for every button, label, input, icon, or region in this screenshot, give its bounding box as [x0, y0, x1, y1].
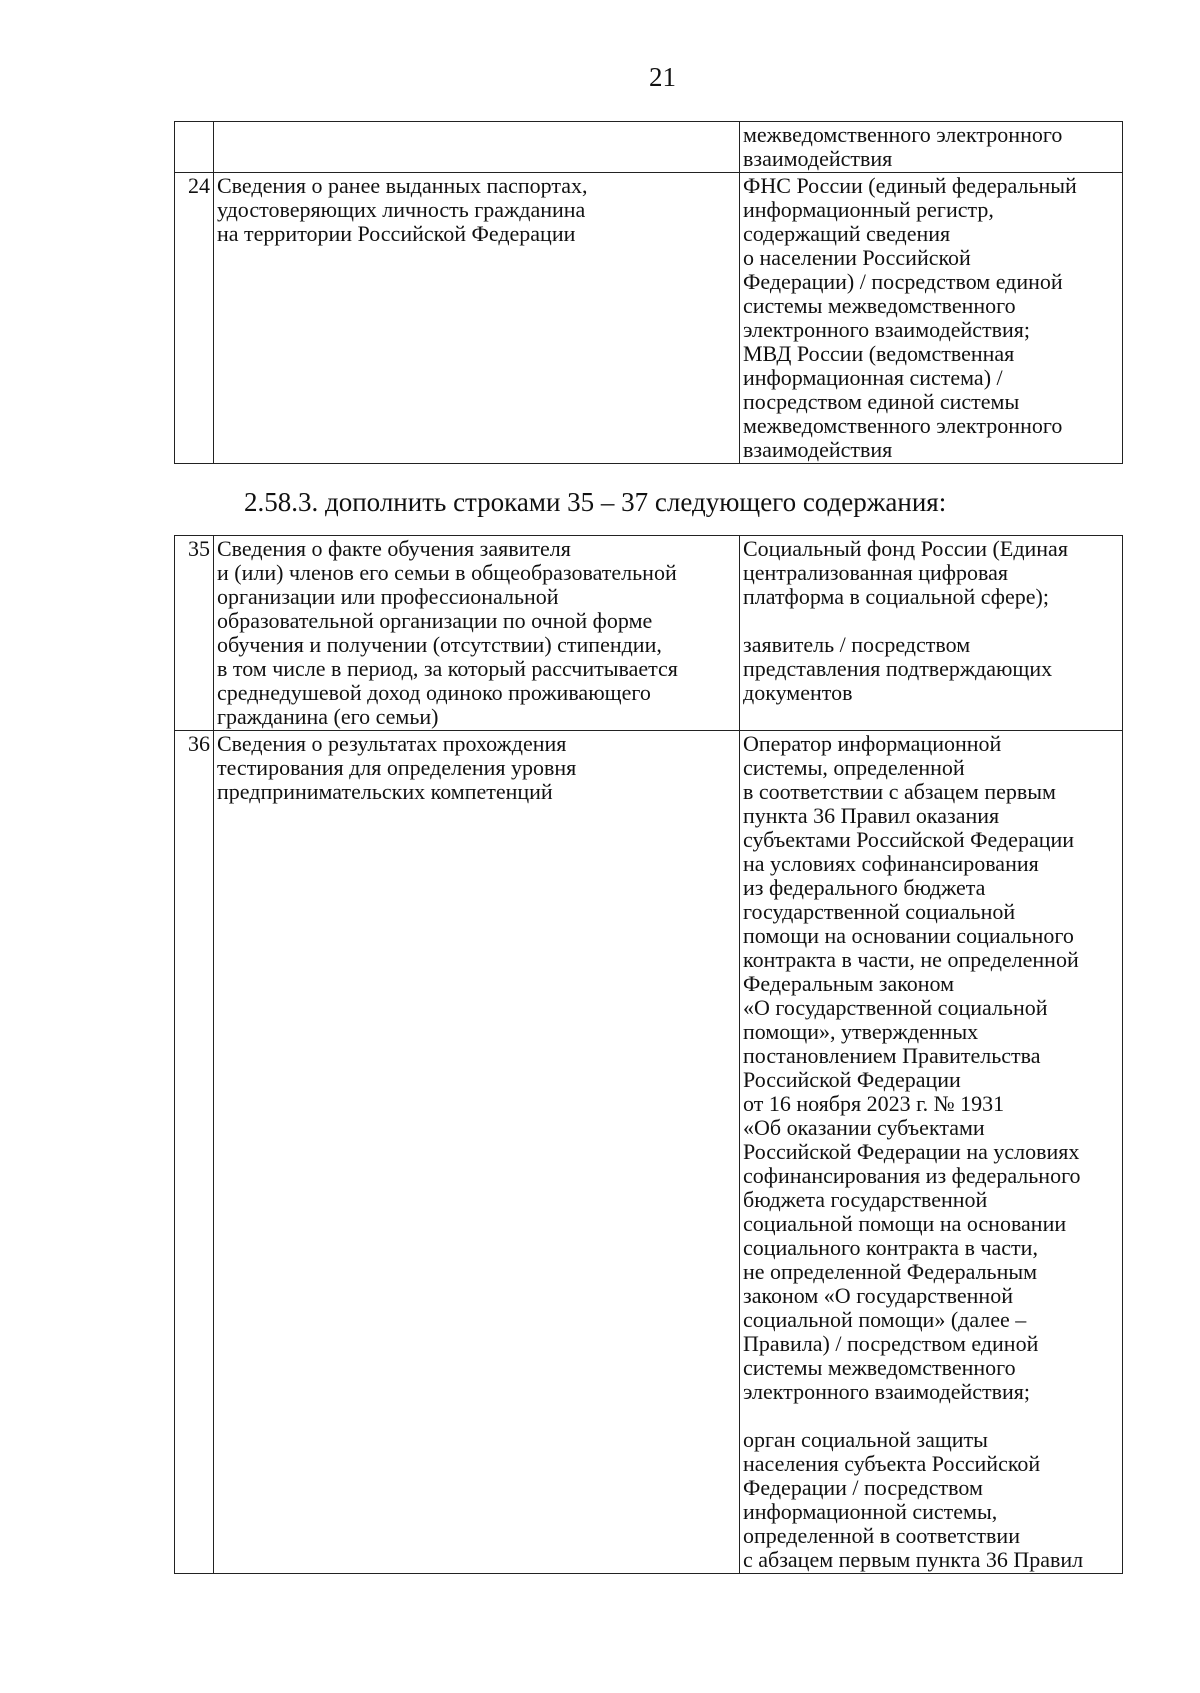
source-line: системы, определенной [743, 755, 965, 780]
source-line: пункта 36 Правил оказания [743, 803, 1000, 828]
table-row [175, 536, 1123, 731]
description-line: Сведения о факте обучения заявителя [217, 536, 571, 561]
description-line: Сведения о ранее выданных паспортах, [217, 173, 588, 198]
source-line: платформа в социальной сфере); [743, 584, 1049, 609]
row-number: 24 [175, 173, 214, 464]
source-line: представления подтверждающих [743, 656, 1053, 681]
description-line: предпринимательских компетенций [217, 779, 553, 804]
source-line: системы межведомственного [743, 1355, 1016, 1380]
source-line: межведомственного электронного [743, 413, 1063, 438]
source-line: орган социальной защиты [743, 1427, 988, 1452]
source-line: Федерации) / посредством единой [743, 269, 1063, 294]
source-line: «Об оказании субъектами [743, 1115, 985, 1140]
source-line: системы межведомственного [743, 293, 1016, 318]
source-line: «О государственной социальной [743, 995, 1048, 1020]
row-description [214, 536, 740, 731]
row-number: 36 [175, 731, 214, 1574]
source-line: помощи», утвержденных [743, 1019, 979, 1044]
row-source [740, 173, 1123, 464]
source-line: с абзацем первым пункта 36 Правил [743, 1547, 1084, 1572]
source-line: законом «О государственной [743, 1283, 1013, 1308]
source-line: ФНС России (единый федеральный [743, 173, 1077, 198]
source-line: помощи на основании социального [743, 923, 1074, 948]
source-line: из федерального бюджета [743, 875, 986, 900]
source-line: централизованная цифровая [743, 560, 1009, 585]
description-line: в том числе в период, за который рассчитывается [217, 656, 678, 681]
table-row [175, 731, 1123, 1574]
source-line: электронного взаимодействия; [743, 317, 1030, 342]
source-line [743, 609, 1119, 633]
source-line: посредством единой системы [743, 389, 1020, 414]
source-line: информационный регистр, [743, 197, 994, 222]
source-line: межведомственного электронного [743, 122, 1063, 147]
source-line: взаимодействия [743, 437, 893, 462]
table-body [175, 122, 1123, 464]
description-line: организации или профессиональной [217, 584, 559, 609]
source-line: в соответствии с абзацем первым [743, 779, 1056, 804]
source-line: бюджета государственной [743, 1187, 988, 1212]
source-line: документов [743, 680, 853, 705]
source-line: Социальный фонд России (Единая [743, 536, 1068, 561]
row-number [175, 122, 214, 173]
source-line: населения субъекта Российской [743, 1451, 1041, 1476]
row-description [214, 122, 740, 173]
source-line: субъектами Российской Федерации [743, 827, 1075, 852]
table-row [175, 122, 1123, 173]
row-description [214, 173, 740, 464]
source-line: на условиях софинансирования [743, 851, 1039, 876]
source-line: информационной системы, [743, 1499, 998, 1524]
requirements-table-continuation [174, 121, 1123, 464]
row-source [740, 536, 1123, 731]
source-line: информационная система) / [743, 365, 1003, 390]
source-line: Российской Федерации на условиях [743, 1139, 1080, 1164]
source-line: от 16 ноября 2023 г. № 1931 [743, 1091, 1005, 1116]
source-line: взаимодействия [743, 146, 893, 171]
row-source [740, 122, 1123, 173]
source-line: не определенной Федеральным [743, 1259, 1038, 1284]
table-row [175, 173, 1123, 464]
row-description [214, 731, 740, 1574]
description-line: среднедушевой доход одиноко проживающего [217, 680, 651, 705]
source-line: электронного взаимодействия; [743, 1379, 1030, 1404]
source-line: социальной помощи на основании [743, 1211, 1067, 1236]
requirements-table-new-rows [174, 535, 1123, 1574]
description-line: и (или) членов его семьи в общеобразовательной [217, 560, 677, 585]
amendment-instruction: 2.58.3. дополнить строками 35 – 37 следующего содержания: [244, 487, 947, 517]
source-line: содержащий сведения [743, 221, 951, 246]
source-line: о населении Российской [743, 245, 971, 270]
source-line: МВД России (ведомственная [743, 341, 1015, 366]
source-line: Российской Федерации [743, 1067, 961, 1092]
source-line: социальной помощи» (далее – [743, 1307, 1027, 1332]
source-line: социального контракта в части, [743, 1235, 1038, 1260]
description-line: гражданина (его семьи) [217, 704, 439, 729]
source-line: государственной социальной [743, 899, 1016, 924]
description-line: Сведения о результатах прохождения [217, 731, 567, 756]
page-number: 21 [649, 62, 676, 92]
table-body [175, 536, 1123, 1574]
description-line: на территории Российской Федерации [217, 221, 576, 246]
source-line: заявитель / посредством [743, 632, 971, 657]
description-line: удостоверяющих личность гражданина [217, 197, 586, 222]
source-line: Оператор информационной [743, 731, 1002, 756]
source-line: софинансирования из федерального [743, 1163, 1081, 1188]
row-source [740, 731, 1123, 1574]
description-line: образовательной организации по очной форме [217, 608, 653, 633]
source-line: постановлением Правительства [743, 1043, 1041, 1068]
description-line: тестирования для определения уровня [217, 755, 577, 780]
description-line: обучения и получении (отсутствии) стипендии, [217, 632, 662, 657]
source-line [743, 1404, 1119, 1428]
source-line: Федеральным законом [743, 971, 955, 996]
source-line: Правила) / посредством единой [743, 1331, 1039, 1356]
source-line: контракта в части, не определенной [743, 947, 1079, 972]
source-line: определенной в соответствии [743, 1523, 1020, 1548]
row-number: 35 [175, 536, 214, 731]
source-line: Федерации / посредством [743, 1475, 983, 1500]
